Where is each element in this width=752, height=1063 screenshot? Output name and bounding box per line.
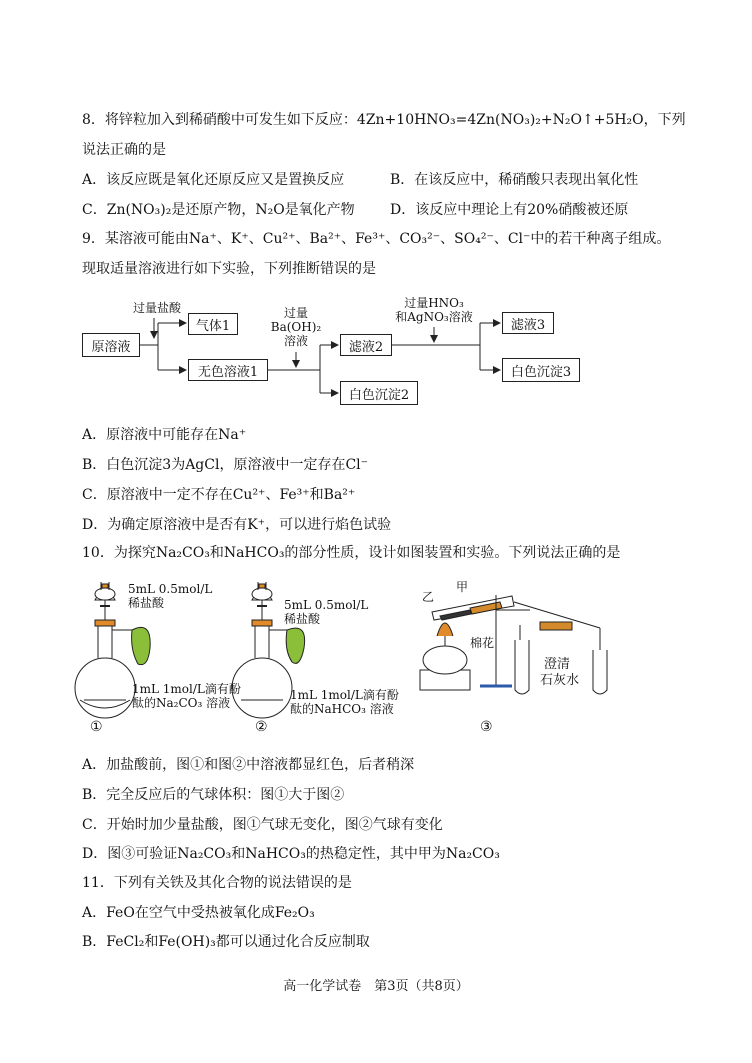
q10-stem: 10．为探究Na₂CO₃和NaHCO₃的部分性质，设计如图装置和实验。下列说法正确的是 — [82, 545, 621, 561]
q9-original-solution-box: 原溶液 — [82, 333, 140, 357]
q9-reagent3-line1: 过量HNO₃ — [404, 296, 464, 310]
fig3-label-yi: 乙 — [422, 590, 435, 604]
q8-stem-line1: 8．将锌粒加入到稀硝酸中可发生如下反应：4Zn+10HNO₃=4Zn(NO₃)₂+N₂O↑+5H₂O，下列 — [82, 112, 686, 128]
q9-stem-line1: 9．某溶液可能由Na⁺、K⁺、Cu²⁺、Ba²⁺、Fe³⁺、CO₃²⁻、SO₄²⁻、Cl⁻中的若干种离子组成。 — [82, 231, 671, 247]
q8-option-d: D．该反应中理论上有20%硝酸被还原 — [390, 202, 629, 218]
q9-reagent2-line3: 溶液 — [283, 334, 308, 348]
q9-reagent2-line2: Ba(OH)₂ — [270, 320, 322, 334]
fig2-acid-concentration: 5mL 0.5mol/L — [284, 598, 369, 612]
fig3-limewater-line1: 澄清 — [544, 657, 571, 672]
q11-stem: 11．下列有关铁及其化合物的说法错误的是 — [82, 875, 352, 891]
page-footer: 高一化学试卷 第3页（共8页） — [283, 979, 469, 994]
q9-option-b: B．白色沉淀3为AgCl，原溶液中一定存在Cl⁻ — [82, 457, 369, 473]
q9-option-d: D．为确定原溶液中是否有K⁺，可以进行焰色试验 — [82, 517, 392, 533]
q9-stem-line2: 现取适量溶液进行如下实验，下列推断错误的是 — [82, 261, 376, 277]
q8-stem-line2: 说法正确的是 — [82, 142, 166, 158]
q9-reagent1-label: 过量盐酸 — [132, 301, 181, 315]
fig2-number: ② — [255, 719, 268, 735]
q9-reagent3-line2: 和AgNO₃溶液 — [395, 310, 473, 324]
q10-option-b: B．完全反应后的气球体积：图①大于图② — [82, 787, 345, 803]
fig3-limewater-line2: 石灰水 — [540, 673, 580, 688]
q9-reagent2-line1: 过量 — [283, 306, 308, 320]
q11-option-b: B．FeCl₂和Fe(OH)₃都可以通过化合反应制取 — [82, 934, 370, 950]
q9-option-c: C．原溶液中一定不存在Cu²⁺、Fe³⁺和Ba²⁺ — [82, 487, 356, 503]
fig3-label-jia: 甲 — [456, 580, 469, 594]
q9-colorless-solution1-box: 无色溶液1 — [188, 359, 268, 381]
q9-filtrate2-box: 滤液2 — [340, 334, 392, 356]
q9-option-a: A．原溶液中可能存在Na⁺ — [82, 427, 247, 443]
fig1-solution-line2: 酞的Na₂CO₃ 溶液 — [132, 696, 231, 710]
q10-option-c: C．开始时加少量盐酸，图①气球无变化，图②气球有变化 — [82, 817, 443, 833]
q8-option-b: B．在该反应中，稀硝酸只表现出氧化性 — [390, 172, 639, 188]
q10-option-a: A．加盐酸前，图①和图②中溶液都显红色，后者稍深 — [82, 757, 415, 773]
fig1-solution-line1: 1mL 1mol/L滴有酚 — [132, 682, 241, 696]
fig1-number: ① — [90, 719, 103, 735]
fig2-acid-name: 稀盐酸 — [284, 612, 321, 626]
fig1-acid-name: 稀盐酸 — [128, 596, 165, 610]
q9-filtrate3-box: 滤液3 — [502, 312, 554, 334]
fig3-number: ③ — [480, 719, 493, 735]
q9-gas1-box: 气体1 — [188, 313, 238, 335]
fig2-solution-line1: 1mL 1mol/L滴有酚 — [290, 688, 399, 702]
q8-option-a: A．该反应既是氧化还原反应又是置换反应 — [82, 172, 345, 188]
q11-option-a: A．FeO在空气中受热被氧化成Fe₂O₃ — [82, 905, 315, 921]
fig3-cotton-label: 棉花 — [470, 636, 495, 650]
q9-white-precipitate3-box: 白色沉淀3 — [502, 358, 580, 382]
q10-option-d: D．图③可验证Na₂CO₃和NaHCO₃的热稳定性，其中甲为Na₂CO₃ — [82, 846, 500, 862]
fig2-solution-line2: 酞的NaHCO₃ 溶液 — [290, 702, 394, 716]
q8-option-c: C．Zn(NO₃)₂是还原产物，N₂O是氧化产物 — [82, 202, 355, 218]
fig1-acid-concentration: 5mL 0.5mol/L — [128, 582, 213, 596]
q9-white-precipitate2-box: 白色沉淀2 — [340, 381, 418, 405]
